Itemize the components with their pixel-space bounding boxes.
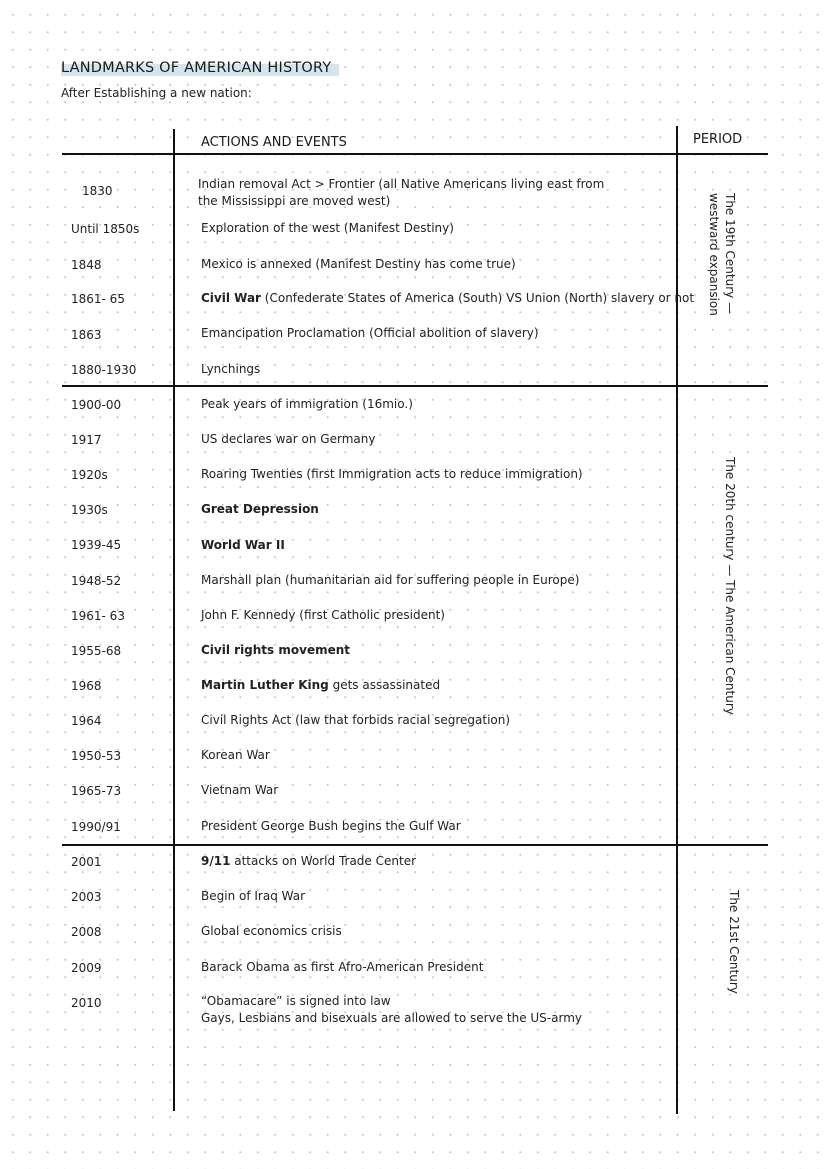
page-subtitle: After Establishing a new nation: bbox=[61, 86, 252, 100]
row-event bbox=[201, 466, 583, 483]
row-event bbox=[201, 572, 579, 589]
event-text: attacks on World Trade Center bbox=[230, 854, 417, 868]
event-line bbox=[201, 642, 350, 659]
row-event bbox=[201, 220, 454, 237]
event-text: Vietnam War bbox=[201, 783, 279, 797]
event-line bbox=[201, 677, 440, 694]
row-year: 2009 bbox=[71, 961, 102, 975]
event-line bbox=[201, 818, 461, 835]
row-event bbox=[201, 888, 305, 905]
row-year: 2001 bbox=[71, 855, 102, 869]
row-event bbox=[201, 537, 285, 554]
event-text: Exploration of the west (Manifest Destiny) bbox=[201, 221, 454, 235]
event-text: gets assassinated bbox=[328, 678, 441, 692]
event-text: Lynchings bbox=[201, 362, 261, 376]
event-line bbox=[201, 396, 413, 413]
event-line bbox=[201, 888, 305, 905]
event-line bbox=[201, 572, 579, 589]
event-line bbox=[201, 290, 694, 307]
row-year: 1948-52 bbox=[71, 574, 122, 588]
event-highlight: Civil War bbox=[201, 291, 261, 305]
row-event bbox=[201, 959, 483, 976]
row-event bbox=[201, 853, 416, 870]
row-event bbox=[201, 677, 440, 694]
row-year: 1900-00 bbox=[71, 398, 122, 412]
event-text: Global economics crisis bbox=[201, 924, 342, 938]
row-event bbox=[198, 176, 604, 210]
event-line bbox=[201, 361, 260, 378]
period-label-line: westward expansion bbox=[707, 193, 721, 316]
row-year: 1917 bbox=[71, 433, 102, 447]
event-line bbox=[201, 325, 539, 342]
event-highlight: Martin Luther King bbox=[201, 678, 329, 692]
event-line bbox=[201, 431, 375, 448]
period-label-line: The 20th century — The American Century bbox=[723, 457, 737, 715]
row-event bbox=[201, 325, 539, 342]
event-text: Civil Rights Act (law that forbids racial segregation) bbox=[201, 713, 511, 727]
column-header-actions: ACTIONS AND EVENTS bbox=[201, 135, 347, 150]
row-year: 1920s bbox=[71, 468, 108, 482]
row-event bbox=[201, 642, 350, 659]
event-text: Roaring Twenties (first Immigration acts to reduce immigration) bbox=[201, 467, 583, 481]
event-line bbox=[201, 256, 516, 273]
row-year: 1848 bbox=[71, 258, 102, 272]
event-text: Emancipation Proclamation (Official abolition of slavery) bbox=[201, 326, 539, 340]
event-text: “Obamacare” is signed into law bbox=[201, 994, 391, 1008]
row-year: 2008 bbox=[71, 925, 102, 939]
row-year: 2010 bbox=[71, 996, 102, 1010]
row-year: 1965-73 bbox=[71, 784, 122, 798]
event-line bbox=[201, 220, 454, 237]
event-text: US declares war on Germany bbox=[201, 432, 376, 446]
event-text: John F. Kennedy (first Catholic president) bbox=[201, 608, 445, 622]
event-highlight: Civil rights movement bbox=[201, 643, 350, 657]
row-year: 1880-1930 bbox=[71, 363, 137, 377]
event-text: Marshall plan (humanitarian aid for suffering people in Europe) bbox=[201, 573, 580, 587]
row-year: 1830 bbox=[82, 184, 113, 198]
event-line bbox=[201, 537, 285, 554]
event-line bbox=[201, 959, 483, 976]
row-event bbox=[201, 782, 278, 799]
row-event bbox=[201, 361, 260, 378]
row-year: 1861- 65 bbox=[71, 292, 125, 306]
row-year: 1863 bbox=[71, 328, 102, 342]
row-year: 1930s bbox=[71, 503, 108, 517]
event-line bbox=[201, 712, 510, 729]
event-line bbox=[201, 993, 582, 1010]
event-line bbox=[201, 782, 278, 799]
row-event bbox=[201, 501, 319, 518]
row-year: Until 1850s bbox=[71, 222, 140, 236]
event-line bbox=[201, 501, 319, 518]
row-event bbox=[201, 607, 445, 624]
event-text: Indian removal Act > Frontier (all Native Americans living east from bbox=[198, 177, 605, 191]
event-text: Barack Obama as first Afro-American President bbox=[201, 960, 484, 974]
event-text: Peak years of immigration (16mio.) bbox=[201, 397, 413, 411]
page-title: LANDMARKS OF AMERICAN HISTORY bbox=[61, 60, 339, 76]
event-text-continued: the Mississippi are moved west) bbox=[198, 194, 391, 208]
row-year: 2003 bbox=[71, 890, 102, 904]
row-event bbox=[201, 290, 694, 307]
event-text: (Confederate States of America (South) VS Union (North) slavery or not bbox=[260, 291, 695, 305]
column-header-period: PERIOD bbox=[693, 132, 743, 147]
row-event bbox=[201, 396, 413, 413]
event-line bbox=[201, 853, 416, 870]
event-highlight: 9/11 bbox=[201, 854, 231, 868]
row-year: 1964 bbox=[71, 714, 102, 728]
event-text: Begin of Iraq War bbox=[201, 889, 306, 903]
row-year: 1955-68 bbox=[71, 644, 122, 658]
row-event bbox=[201, 256, 516, 273]
row-event bbox=[201, 747, 270, 764]
row-event bbox=[201, 923, 342, 940]
row-year: 1990/91 bbox=[71, 820, 121, 834]
period-label-line: The 19th Century — bbox=[723, 193, 737, 315]
row-year: 1950-53 bbox=[71, 749, 122, 763]
event-line bbox=[201, 466, 583, 483]
event-line bbox=[201, 747, 270, 764]
row-year: 1968 bbox=[71, 679, 102, 693]
event-text: President George Bush begins the Gulf War bbox=[201, 819, 461, 833]
event-highlight: World War II bbox=[201, 538, 285, 552]
event-highlight: Great Depression bbox=[201, 502, 319, 516]
row-event bbox=[201, 712, 510, 729]
row-year: 1961- 63 bbox=[71, 609, 125, 623]
row-year: 1939-45 bbox=[71, 538, 122, 552]
event-line bbox=[198, 176, 604, 193]
event-text-continued: Gays, Lesbians and bisexuals are allowed to serve the US-army bbox=[201, 1011, 582, 1025]
event-text: Korean War bbox=[201, 748, 270, 762]
event-line bbox=[201, 607, 445, 624]
row-event bbox=[201, 818, 461, 835]
row-event bbox=[201, 431, 375, 448]
period-label-line: The 21st Century bbox=[727, 890, 741, 994]
row-event bbox=[201, 993, 582, 1027]
event-text: Mexico is annexed (Manifest Destiny has come true) bbox=[201, 257, 516, 271]
event-line bbox=[201, 923, 342, 940]
